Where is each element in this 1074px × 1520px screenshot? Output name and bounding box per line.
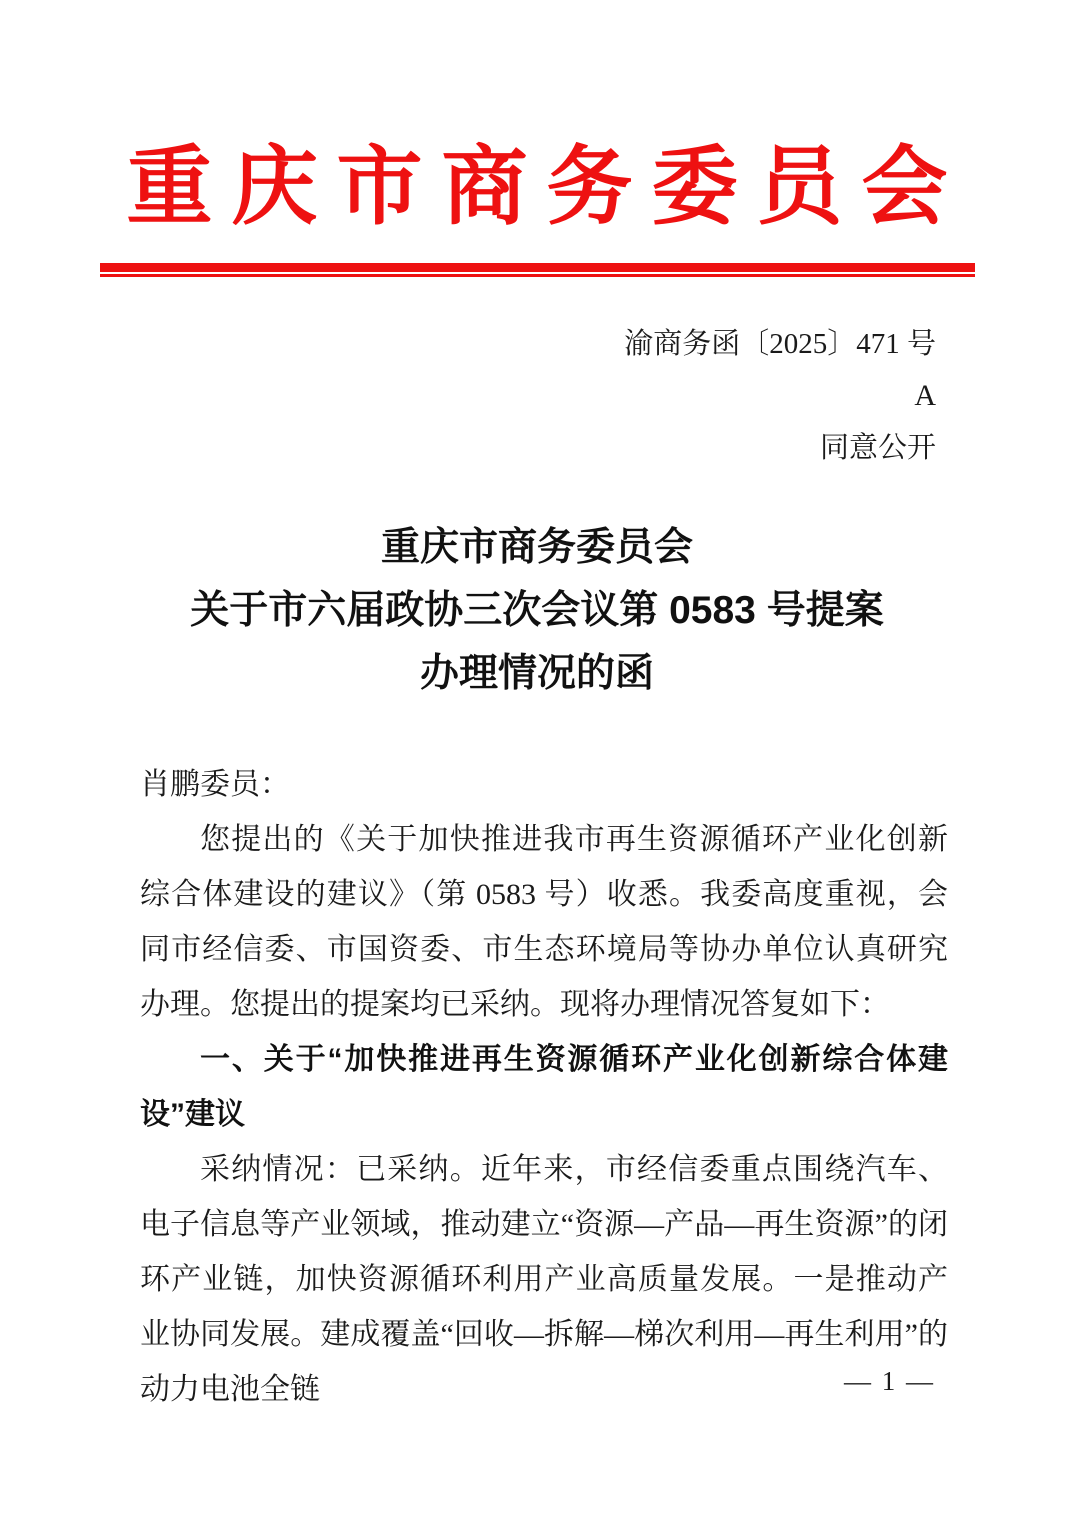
- body-section-heading: 一、关于“加快推进再生资源循环产业化创新综合体建设”建议: [140, 1043, 948, 1131]
- document-body: [140, 757, 948, 1417]
- divider-thick-line: [100, 263, 975, 272]
- document-title-line-3: 办理情况的函: [419, 652, 654, 695]
- salutation: 肖鹏委员：: [140, 768, 290, 801]
- publicity-note: 同意公开: [819, 432, 936, 464]
- body-paragraph: 采纳情况：已采纳。近年来，市经信委重点围绕汽车、电子信息等产业领域，推动建立“资源—产品—再生资源”的闭环产业链，加快资源循环利用产业高质量发展。一是推动产业协同发展。建成覆盖“回收—拆解—梯次利用—再生利用”的动力电池全链: [140, 1153, 948, 1406]
- document-title-line-1: 重庆市商务委员会: [380, 526, 693, 569]
- page-number: — 1 —: [844, 1366, 935, 1396]
- body-paragraph: 您提出的《关于加快推进我市再生资源循环产业化创新综合体建设的建议》（第 0583 号）收悉。我委高度重视，会同市经信委、市国资委、市生态环境局等协办单位认真研究办理。您提出的提案均已采纳。现将办理情况答复如下：: [140, 823, 948, 1021]
- document-number: 渝商务函〔2025〕471 号: [624, 328, 936, 360]
- document-title: [0, 516, 1074, 705]
- letterhead-agency-title: 重庆市商务委员会: [126, 139, 967, 235]
- document-meta-block: [624, 318, 936, 474]
- divider-thin-line: [100, 274, 975, 277]
- grade-mark: A: [914, 379, 936, 412]
- letterhead-divider: [100, 263, 975, 277]
- document-title-line-2: 关于市六届政协三次会议第 0583 号提案: [190, 589, 884, 632]
